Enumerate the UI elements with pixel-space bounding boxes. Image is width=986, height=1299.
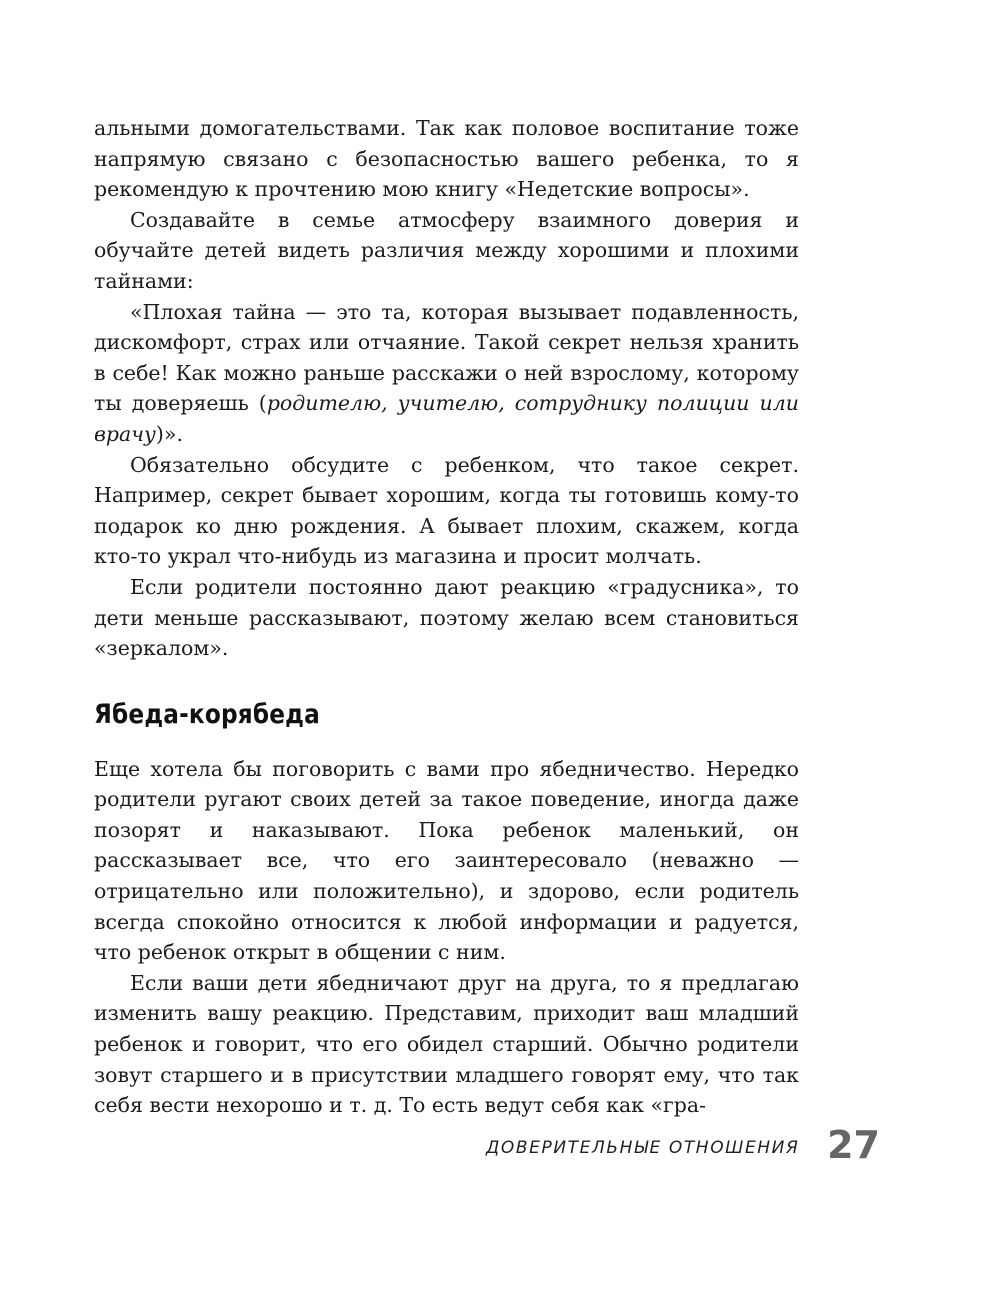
quote-emphasis: родителю, учителю, сотруднику полиции или врачу bbox=[94, 391, 799, 446]
quote-text-start: «Плохая тайна — это та, которая вызывает подавленность, дискомфорт, страх или отчаяние. Такой секрет нельзя хранить в себе! Как можно раньше расскажи о ней взрослому, которому ты доверяешь ( bbox=[94, 299, 799, 416]
section-heading: Ябеда-корябеда bbox=[94, 698, 320, 730]
paragraph-thermometer-mirror: Если родители постоянно дают реакцию «градусника», то дети меньше рассказывают, поэтому желаю всем становиться «зеркалом». bbox=[94, 574, 799, 661]
running-title: ДОВЕРИТЕЛЬНЫЕ ОТНОШЕНИЯ bbox=[486, 1138, 800, 1158]
quote-text-end: )». bbox=[155, 421, 183, 446]
paragraph-change-reaction: Если ваши дети ябедничают друг на друга, то я предлагаю изменить вашу реакцию. Представим, приходит ваш младший ребенок и говорит, что его обидел старший. Обычно родители зовут старшего и в присутствии младшего говорят ему, что так себя вести нехорошо и т. д. То есть ведут себя как «гра- bbox=[94, 970, 799, 1118]
page-footer bbox=[480, 1125, 880, 1169]
page-number: 27 bbox=[827, 1123, 880, 1167]
paragraph-tattling: Еще хотела бы поговорить с вами про ябедничество. Нередко родители ругают своих детей за такое поведение, иногда даже позорят и наказывают. Пока ребенок маленький, он рассказывает все, что его заинтересовало (неважно — отрицательно или положительно), и здорово, если родитель всегда спокойно относится к любой информации и радуется, что ребенок открыт в общении с ним. bbox=[94, 756, 799, 965]
paragraph-continued: альными домогательствами. Так как половое воспитание тоже напрямую связано с безопасностью вашего ребенка, то я рекомендую к прочтению мою книгу «Недетские вопросы». bbox=[94, 116, 799, 202]
paragraph-discuss-secret: Обязательно обсудите с ребенком, что такое секрет. Например, секрет бывает хорошим, когда ты готовишь кому-то подарок ко дню рождения. А бывает плохим, скажем, когда кто-то украл что-нибудь из магазина и просит молчать. bbox=[94, 452, 799, 569]
paragraph-trust-atmosphere: Создавайте в семье атмосферу взаимного доверия и обучайте детей видеть различия между хорошими и плохими тайнами: bbox=[94, 207, 799, 293]
quote-bad-secret bbox=[94, 297, 799, 450]
text-column bbox=[94, 113, 799, 1121]
